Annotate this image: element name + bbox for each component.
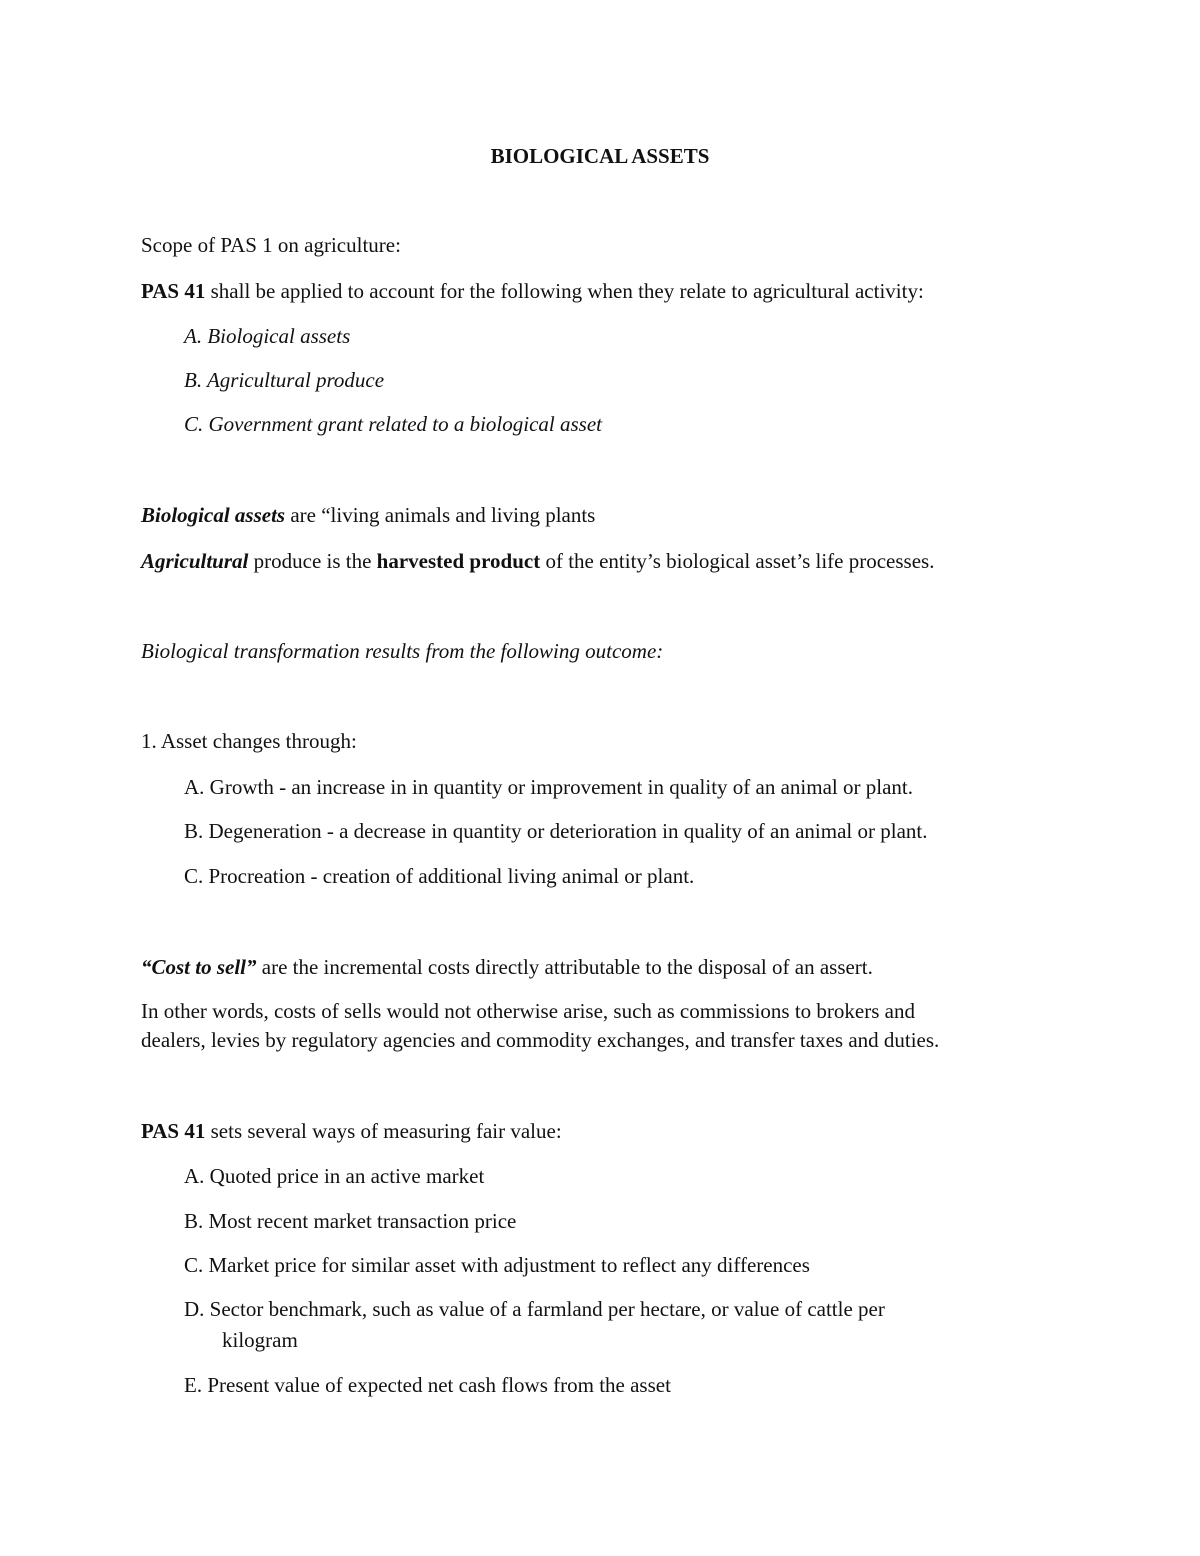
transformation-item: A. Growth - an increase in in quantity or improvement in quality of an animal or plant. (184, 775, 913, 799)
scope-item: C. Government grant related to a biological asset (184, 412, 603, 436)
agricultural-produce-definition (141, 551, 934, 572)
fair-value-heading (141, 1121, 562, 1142)
fair-value-item: D. Sector benchmark, such as value of a farmland per hectare, or value of cattle per (184, 1297, 885, 1321)
cost-to-sell-definition (141, 957, 873, 978)
agri-text-1: produce is the (248, 549, 377, 573)
fair-value-item: C. Market price for similar asset with adjustment to reflect any differences (184, 1253, 810, 1277)
biological-assets-definition (141, 505, 595, 526)
pas-text: sets several ways of measuring fair value: (205, 1119, 562, 1143)
agri-text-2: of the entity’s biological asset’s life processes. (540, 549, 935, 573)
pas-label: PAS 41 (141, 1119, 206, 1143)
bio-text: are “living animals and living plants (285, 503, 596, 527)
pas-label: PAS 41 (141, 279, 206, 303)
fair-value-item: E. Present value of expected net cash flows from the asset (184, 1373, 671, 1397)
document-title: BIOLOGICAL ASSETS (490, 144, 710, 168)
pas-text: shall be applied to account for the following when they relate to agricultural activity: (205, 279, 924, 303)
cost-to-sell-paragraph-line: dealers, levies by regulatory agencies and commodity exchanges, and transfer taxes and duties. (141, 1028, 940, 1052)
scope-pas-line (141, 281, 924, 302)
agri-bold: harvested product (376, 549, 541, 573)
fair-value-item-continuation: kilogram (222, 1328, 298, 1352)
transformation-item: B. Degeneration - a decrease in quantity or deterioration in quality of an animal or plant. (184, 819, 928, 843)
bio-term: Biological assets (141, 503, 286, 527)
transformation-heading: Biological transformation results from the following outcome: (141, 639, 664, 663)
agri-term: Agricultural (141, 549, 249, 573)
transformation-subheading: 1. Asset changes through: (141, 729, 357, 753)
transformation-item: C. Procreation - creation of additional living animal or plant. (184, 864, 695, 888)
cost-to-sell-term: “Cost to sell” (141, 955, 257, 979)
scope-item: B. Agricultural produce (184, 368, 385, 392)
fair-value-item: B. Most recent market transaction price (184, 1209, 517, 1233)
cost-to-sell-text: are the incremental costs directly attributable to the disposal of an assert. (256, 955, 873, 979)
fair-value-item: A. Quoted price in an active market (184, 1164, 485, 1188)
cost-to-sell-paragraph-line: In other words, costs of sells would not otherwise arise, such as commissions to brokers and (141, 999, 915, 1023)
scope-heading: Scope of PAS 1 on agriculture: (141, 233, 401, 257)
scope-item: A. Biological assets (184, 324, 351, 348)
